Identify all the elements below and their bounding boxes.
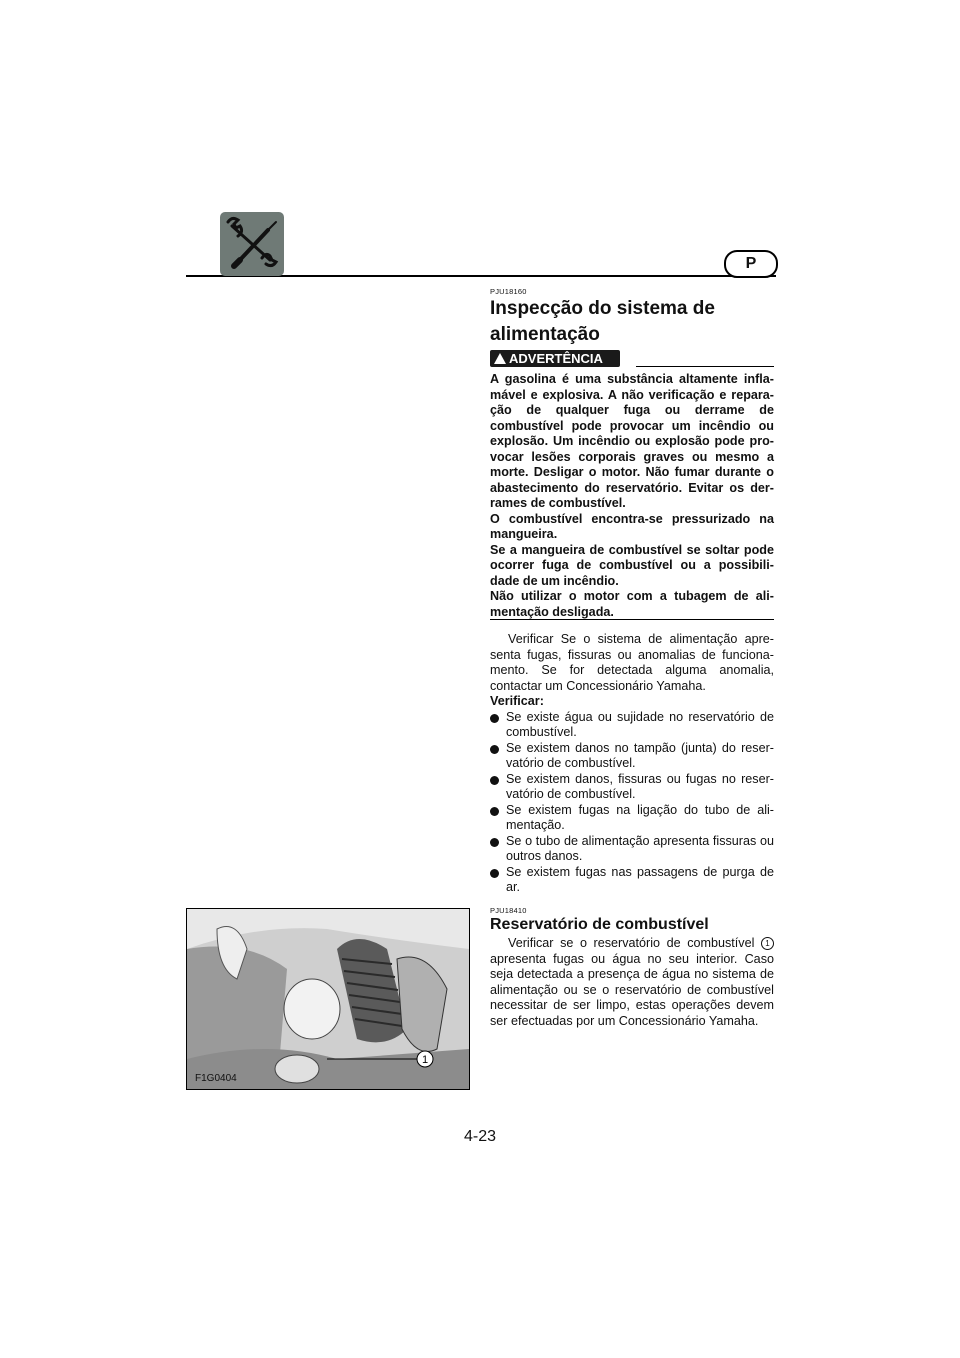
warning-text xyxy=(490,372,774,620)
callout-number: 1 xyxy=(761,937,774,950)
check-list xyxy=(490,710,774,896)
fuel-tank-text-before: Verificar se o reservatório de combustível xyxy=(508,936,755,950)
language-badge: P xyxy=(724,250,778,278)
list-item: Se existe água ou sujidade no reservatório de combustível. xyxy=(490,710,774,741)
list-item: Se existem fugas na ligação do tubo de ali-mentação. xyxy=(490,803,774,834)
intro-paragraph: Verificar Se o sistema de alimentação apre-senta fugas, fissuras ou anomalias de funciona-mento. Se for detectada alguma anomalia, contactar um Concessionário Yamaha. xyxy=(490,632,774,693)
list-item: Se existem danos no tampão (junta) do reser-vatório de combustível. xyxy=(490,741,774,772)
warning-paragraph: Não utilizar o motor com a tubagem de ali-mentação desligada. xyxy=(490,589,774,619)
section-title: Reservatório de combustível xyxy=(490,916,709,933)
figure-code: F1G0404 xyxy=(195,1073,237,1084)
fuel-tank-paragraph xyxy=(490,936,774,1029)
section-title: Inspecção do sistema de alimentação xyxy=(490,298,715,345)
section-code: PJU18410 xyxy=(490,906,527,915)
warning-label: ADVERTÊNCIA xyxy=(509,351,603,366)
bullet-icon xyxy=(490,869,499,878)
section-code: PJU18160 xyxy=(490,287,527,296)
warning-paragraph: A gasolina é uma substância altamente infla-mável e explosiva. A não verificação e repara-ção de qualquer fuga ou derrame de combustível pode provocar um incêndio ou explosão. Um incêndio ou explosão pode pro-vocar lesões corporais graves ou mesmo a morte. Desligar o motor. Não fumar durante o abastecimento do reservatório. Evitar os der-rames de combustível. xyxy=(490,372,774,510)
warning-rule-bottom xyxy=(490,619,774,620)
bullet-icon xyxy=(490,838,499,847)
page-number: 4-23 xyxy=(463,1128,497,1145)
warning-paragraph: Se a mangueira de combustível se soltar pode ocorrer fuga de combustível ou a possibili-dade de um incêndio. xyxy=(490,542,774,588)
list-item: Se existem fugas nas passagens de purga de ar. xyxy=(490,865,774,896)
figure-callout: 1 xyxy=(421,1054,429,1066)
bullet-icon xyxy=(490,776,499,785)
warning-icon xyxy=(494,353,506,364)
inspection-body xyxy=(490,632,774,896)
bullet-icon xyxy=(490,807,499,816)
wrench-screwdriver-icon xyxy=(220,212,284,276)
list-item: Se existem danos, fissuras ou fugas no reser-vatório de combustível. xyxy=(490,772,774,803)
warning-rule-top xyxy=(636,366,774,367)
fuel-tank-photo xyxy=(186,908,470,1090)
list-item: Se o tubo de alimentação apresenta fissuras ou outros danos. xyxy=(490,834,774,865)
bullet-icon xyxy=(490,714,499,723)
bullet-icon xyxy=(490,745,499,754)
warning-banner xyxy=(490,350,620,367)
warning-paragraph: O combustível encontra-se pressurizado na mangueira. xyxy=(490,511,774,541)
check-label: Verificar: xyxy=(490,694,544,708)
fuel-tank-text-after: apresenta fugas ou água no seu interior. Caso seja detectada a presença de água no sistema de alimentação ou se o reservatório de combustível necessitar de ser limpo, estas operações devem ser efectuadas por um Concessionário Yamaha. xyxy=(490,951,774,1028)
